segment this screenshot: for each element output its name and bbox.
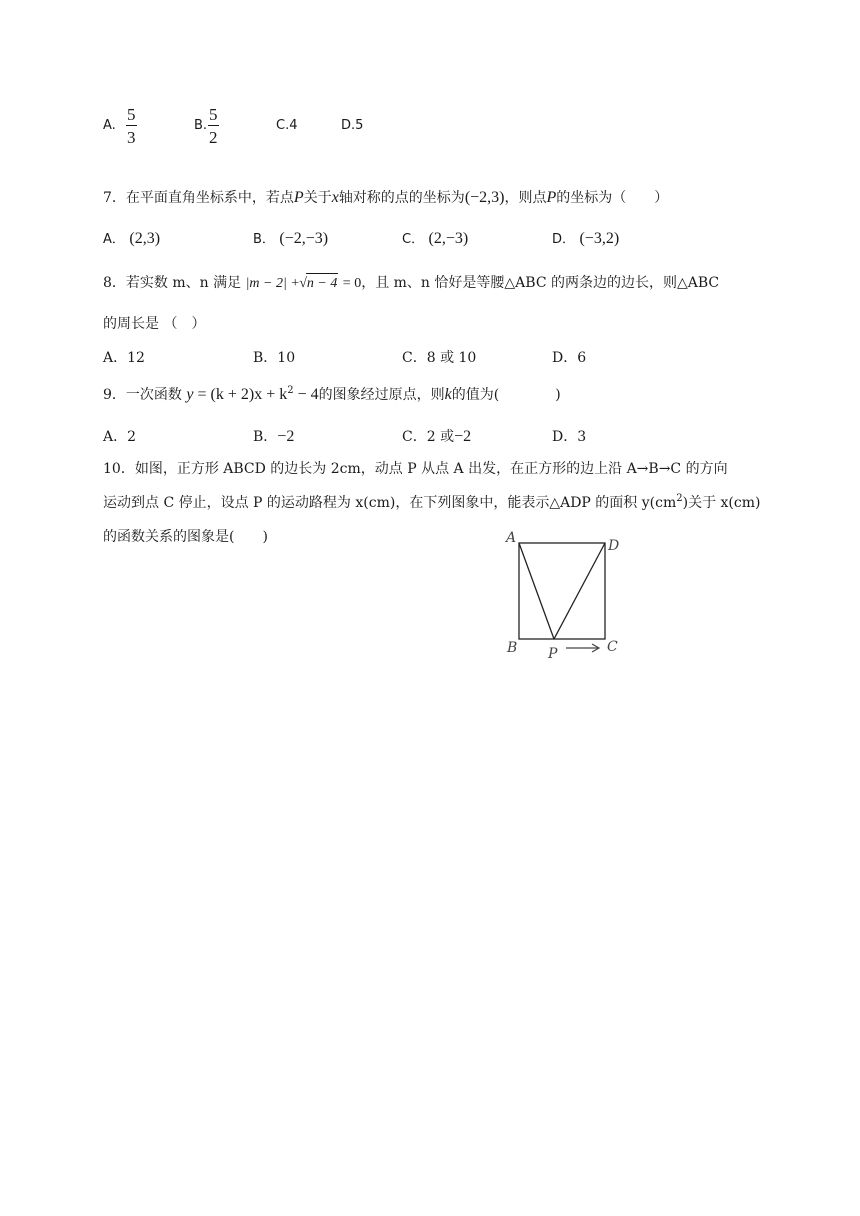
q9-text-1: 一次函数 [125, 387, 182, 403]
q9-option-a: A．2 [103, 429, 137, 445]
q7-option-c [402, 228, 468, 248]
q6-option-a [103, 118, 116, 133]
q10-stem-line-3: 的函数关系的图象是( ) [103, 529, 268, 545]
q7-option-a [103, 228, 160, 248]
fraction-numerator: 5 [127, 105, 136, 124]
q8-number: 8． [103, 275, 126, 291]
q9-option-c-label: C．2 或 [402, 429, 455, 445]
q8-stem-line-2: 的周长是 （ ） [103, 316, 206, 332]
q7-var-x: x [331, 189, 339, 206]
label-c: C [607, 639, 618, 655]
q6-option-b-label: B. [194, 118, 208, 133]
fraction-denominator: 3 [127, 128, 136, 147]
q7-option-c-label: C． [402, 232, 425, 247]
q9-var-k: k [444, 386, 452, 403]
q7-var-p: P [293, 189, 304, 206]
label-p: P [548, 646, 558, 662]
q8-sqrt-arg: n − 4 [306, 273, 338, 294]
q6-option-d: D.5 [341, 118, 364, 133]
q8-option-a: A．12 [103, 350, 145, 366]
q9-option-d: D．3 [552, 429, 587, 445]
square-figure [500, 528, 630, 663]
q9-formula-y: y [186, 386, 194, 403]
q8-text-1: 若实数 m、n 满足 [125, 275, 242, 291]
q9-formula-mid: = (k + 2)x + k [193, 386, 288, 403]
q7-number: 7． [103, 190, 126, 206]
q7-option-a-value: (2,3) [129, 230, 161, 247]
q8-text-2: ，且 m、n 恰好是等腰△ABC 的两条边的边长，则△ABC [361, 275, 720, 291]
q8-plus: + [291, 276, 300, 291]
q10-text-b: )关于 x(cm) [682, 495, 761, 511]
q7-option-d-value: (−3,2) [579, 230, 620, 247]
q9-number: 9． [103, 387, 126, 403]
q9-option-c [402, 426, 471, 446]
q10-stem-line-2 [103, 493, 760, 513]
q7-text-4: ，则点 [504, 190, 547, 206]
q7-option-a-label: A． [103, 232, 125, 247]
q9-stem [103, 385, 561, 405]
q9-text-2: 的图象经过原点，则 [318, 387, 445, 403]
segment-dp [554, 543, 605, 639]
q7-text-1: 在平面直角坐标系中，若点 [125, 190, 294, 206]
q8-equals: = 0 [342, 276, 362, 291]
q10-text-a: 运动到点 C 停止，设点 P 的运动路程为 x(cm)，在下列图象中，能表示△ADP 的面积 y(cm [103, 495, 677, 511]
q8-stem-line-1 [103, 273, 719, 294]
q7-option-d-label: D． [552, 232, 576, 247]
q7-text-5: 的坐标为（ ） [556, 190, 669, 206]
q9-option-b [253, 426, 294, 446]
q7-coordinate: (−2,3) [464, 189, 505, 206]
q10-sup: 2 [676, 493, 683, 504]
fraction-denominator: 2 [209, 128, 218, 147]
q6-option-b [194, 118, 207, 133]
q9-formula-sup: 2 [287, 385, 294, 396]
q10-stem-line-1: 10．如图，正方形 ABCD 的边长为 2cm，动点 P 从点 A 出发，在正方形的边上沿 A→B→C 的方向 [103, 461, 728, 477]
q7-option-b-value: (−2,−3) [279, 230, 329, 247]
label-a: A [506, 530, 517, 546]
q6-option-a-fraction [126, 106, 137, 146]
q7-option-c-value: (2,−3) [428, 230, 469, 247]
q7-option-b [253, 228, 328, 248]
q8-option-d: D．6 [552, 350, 587, 366]
sqrt-icon: √ [299, 276, 307, 291]
q7-option-d [552, 228, 619, 248]
q9-formula-end: − 4 [293, 386, 319, 403]
fraction-numerator: 5 [209, 105, 218, 124]
q7-stem [103, 188, 668, 208]
q7-text-3: 轴对称的点的坐标为 [338, 190, 465, 206]
segment-ap [519, 543, 554, 639]
q9-option-c-value: −2 [454, 428, 472, 445]
q9-text-3: 的值为( ) [451, 387, 561, 403]
q7-text-2: 关于 [303, 190, 332, 206]
q7-option-b-label: B． [253, 232, 275, 247]
q9-option-b-label: B． [253, 429, 278, 445]
q8-option-b: B．10 [253, 350, 296, 366]
q6-option-c: C.4 [276, 118, 298, 133]
q9-option-b-value: −2 [277, 428, 295, 445]
q8-abs-term: |m − 2| [245, 276, 287, 291]
label-b: B [507, 640, 518, 656]
q6-option-b-fraction [208, 106, 219, 146]
q7-var-p2: P [546, 189, 557, 206]
q8-option-c: C．8 或 10 [402, 350, 477, 366]
q6-option-a-label: A. [103, 118, 116, 133]
label-d: D [608, 538, 620, 554]
